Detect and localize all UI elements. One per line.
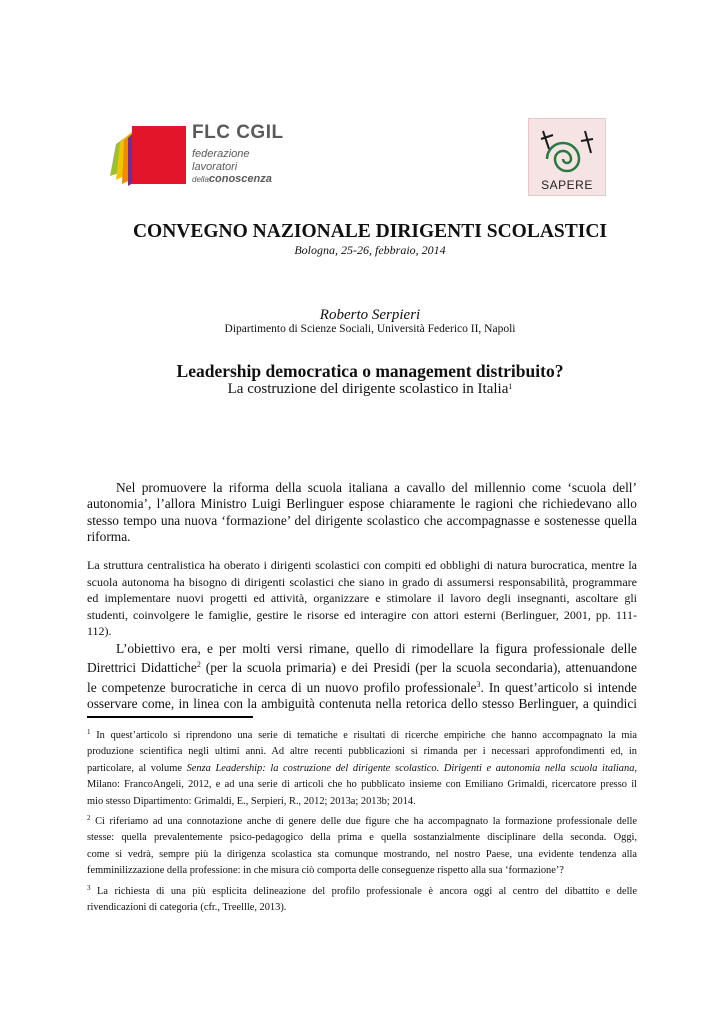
footnote-1: $^1$ In quest’articolo si riprendono una serie di tematiche e risultati di ricerche empiriche che hanno accompagnato la mia produzione scientifica negli ultimi anni. Ad altre recenti pubblicazioni si rimanda per i necessari approfondimenti ed, in particolare, al volume Senza Leadership: la costruzione del dirigente scolastico. Dirigenti e autonomia nella scuola italiana, Milano: FrancoAngeli, 2012, e ad una serie di articoli che ho pubblicato insieme con Emiliano Grimaldi, ricercatore presso il mio stesso Dipartimento: Grimaldi, E., Serpieri, R., 2012; 2013a; 2013b; 2014. — [87, 728, 637, 807]
footnote-ref-2[interactable]: 2 — [196, 660, 201, 670]
proteo-logo-text: SAPERE — [541, 178, 593, 192]
flc-cgil-logo — [108, 122, 284, 188]
block-quote: La struttura centralistica ha oberato i dirigenti scolastici con compiti ed obblighi di natura burocratica, mentre la scuola autonoma ha bisogno di dirigenti scolastici che siano in grado di assumersi responsabilità, programmare ed implementare nuovi progetti ed attività, organizzare e stimolare il lavoro degli insegnanti, ascoltare gli studenti, coinvolgere le famiglie, gestire le risorse ed interagire con attori esterni (Berlinguer, 2001, pp. 111- 112). — [87, 558, 637, 638]
flc-logo-name: FLC CGIL — [192, 122, 284, 143]
flc-logo-line1: federazione — [192, 148, 250, 160]
author-name: Roberto Serpieri — [319, 307, 421, 323]
author-affiliation: Dipartimento di Scienze Sociali, Università Federico II, Napoli — [224, 323, 516, 335]
flc-logo-line3: dellaconoscenza — [192, 173, 272, 185]
proteo-fare-sapere-logo — [528, 118, 606, 196]
body-paragraph-1: Nel promuovere la riforma della scuola italiana a cavallo del millennio come ‘scuola dell’ autonomia’, l’allora Ministro Luigi Berlinguer espose chiaramente le ragioni che richiedevano allo stesso tempo una nuova ‘formazione’ del dirigente scolastico che accompagnasse e sostenesse quella riforma. — [87, 480, 637, 545]
paper-subtitle: La costruzione del dirigente scolastico in Italia$^1$ — [227, 381, 513, 397]
footnote-ref-1[interactable]: 1 — [508, 382, 513, 391]
footnote-3: $^3$ La richiesta di una più esplicita delineazione del profilo professionale è ancora oggi al centro del dibattito e delle rivendicazioni di categoria (cfr., Treellle, 2013). — [87, 883, 637, 914]
flc-logo-line2: lavoratori — [192, 161, 238, 173]
paper-title: Leadership democratica o management distribuito? — [176, 361, 564, 381]
flc-mark-icon — [108, 122, 188, 188]
footnote-2: $^2$ Ci riferiamo ad una connotazione anche di genere delle due figure che ha accompagnato la formazione professionale delle stesse: quella prevalentemente psico-pedagogico della prima e quella sostanzialmente disciplinare della seconda. Oggi, come si vedrà, sempre più la dirigenza scolastica sta comunque mostrando, nel nostro Paese, una evidente tendenza alla femminilizzazione della professione: in che misura ciò comporta delle conseguenze rispetto alla sua ‘formazione’? — [87, 814, 637, 877]
footnote-ref-3[interactable]: 3 — [476, 679, 481, 689]
footnotes — [87, 724, 637, 916]
conference-date: Bologna, 25-26, febbraio, 2014 — [294, 243, 446, 257]
body-paragraph-2: L’obiettivo era, e per molti versi rimane, quello di rimodellare la figura professionale delle Direttrici Didattiche$^2$ (per la scuola primaria) e dei Presidi (per la scuola secondaria), attenuandone le competenze burocratiche in cerca di un nuovo profilo professionale$^3$. In quest’articolo si intende osservare come, in linea con la ambiguità contenuta nella retorica dello stesso Berlinguer, a quindici — [87, 641, 638, 712]
conference-title: CONVEGNO NAZIONALE DIRIGENTI SCOLASTICI — [132, 221, 608, 242]
footnote-separator — [87, 716, 253, 718]
